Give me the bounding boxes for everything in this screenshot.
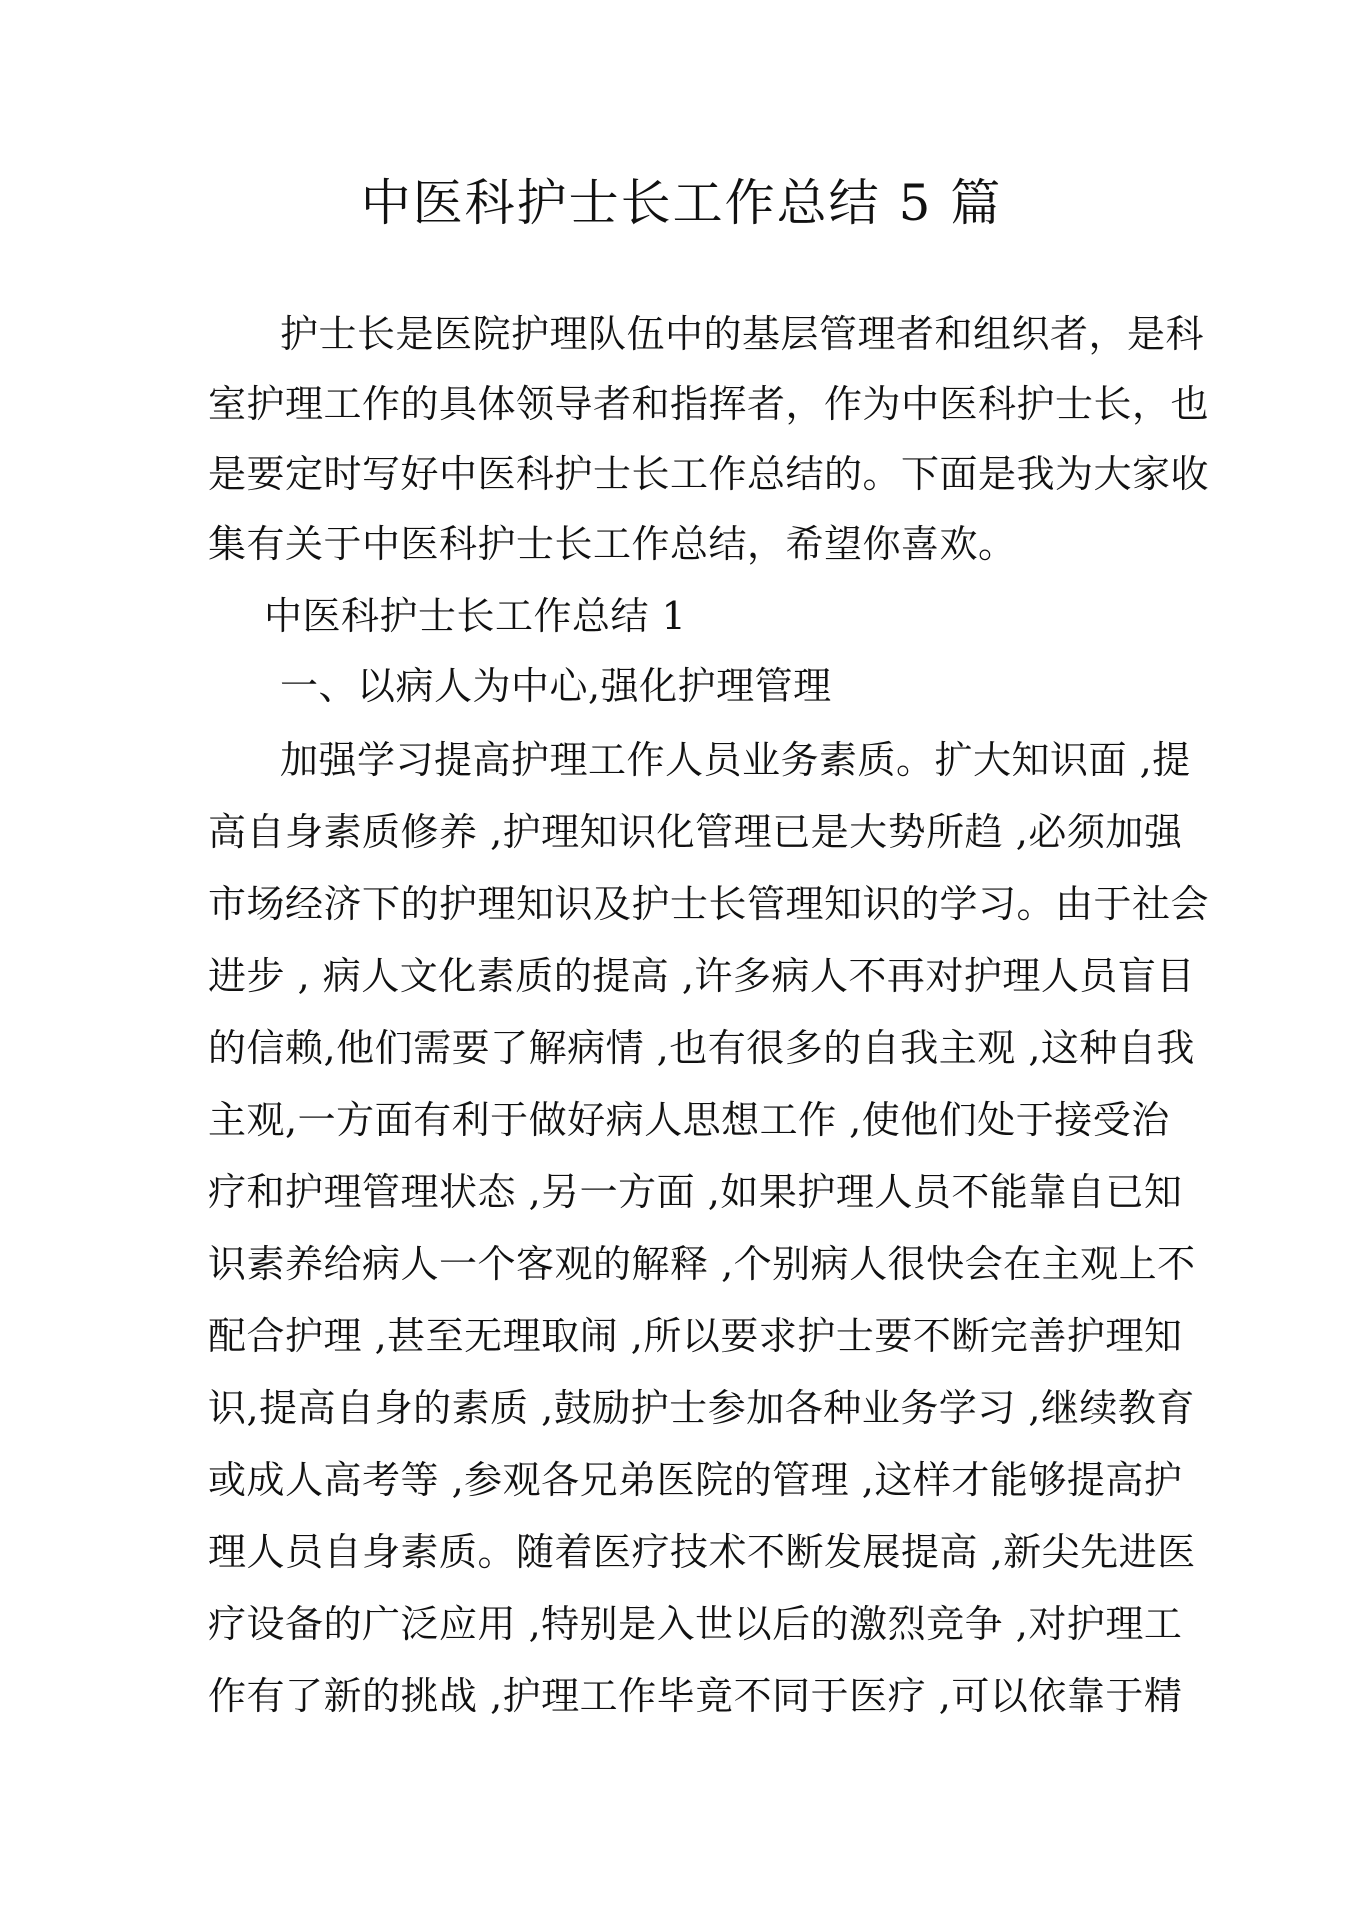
- body-line: 高自身素质修养 ,护理知识化管理已是大势所趋 ,必须加强: [208, 810, 1183, 854]
- body-line: 识,提高自身的素质 ,鼓励护士参加各种业务学习 ,继续教育: [208, 1386, 1195, 1430]
- intro-line: 集有关于中医科护士长工作总结，希望你喜欢。: [208, 522, 1017, 566]
- body-line: 进步 , 病人文化素质的提高 ,许多病人不再对护理人员盲目: [208, 954, 1195, 998]
- body-line: 疗和护理管理状态 ,另一方面 ,如果护理人员不能靠自已知: [208, 1170, 1183, 1214]
- body-line: 主观,一方面有利于做好病人思想工作 ,使他们处于接受治: [208, 1098, 1170, 1142]
- body-line: 作有了新的挑战 ,护理工作毕竟不同于医疗 ,可以依靠于精: [208, 1674, 1183, 1718]
- intro-line: 是要定时写好中医科护士长工作总结的。下面是我为大家收: [208, 452, 1210, 496]
- body-line: 配合护理 ,甚至无理取闹 ,所以要求护士要不断完善护理知: [208, 1314, 1183, 1358]
- body-line: 疗设备的广泛应用 ,特别是入世以后的激烈竞争 ,对护理工: [208, 1602, 1183, 1646]
- body-line: 加强学习提高护理工作人员业务素质。扩大知识面 ,提: [280, 738, 1191, 782]
- document-title: 中医科护士长工作总结 5 篇: [360, 174, 1003, 232]
- body-line: 的信赖,他们需要了解病情 ,也有很多的自我主观 ,这种自我: [208, 1026, 1195, 1070]
- body-line: 或成人高考等 ,参观各兄弟医院的管理 ,这样才能够提高护: [208, 1458, 1183, 1502]
- subheading: 一、以病人为中心,强化护理管理: [280, 664, 832, 708]
- body-line: 识素养给病人一个客观的解释 ,个别病人很快会在主观上不: [208, 1242, 1196, 1286]
- body-line: 市场经济下的护理知识及护士长管理知识的学习。由于社会: [208, 882, 1210, 926]
- body-line: 理人员自身素质。随着医疗技术不断发展提高 ,新尖先进医: [208, 1530, 1196, 1574]
- section-heading: 中医科护士长工作总结 1: [264, 594, 687, 638]
- intro-line: 室护理工作的具体领导者和指挥者，作为中医科护士长，也: [208, 382, 1210, 426]
- intro-line: 护士长是医院护理队伍中的基层管理者和组织者，是科: [280, 312, 1205, 356]
